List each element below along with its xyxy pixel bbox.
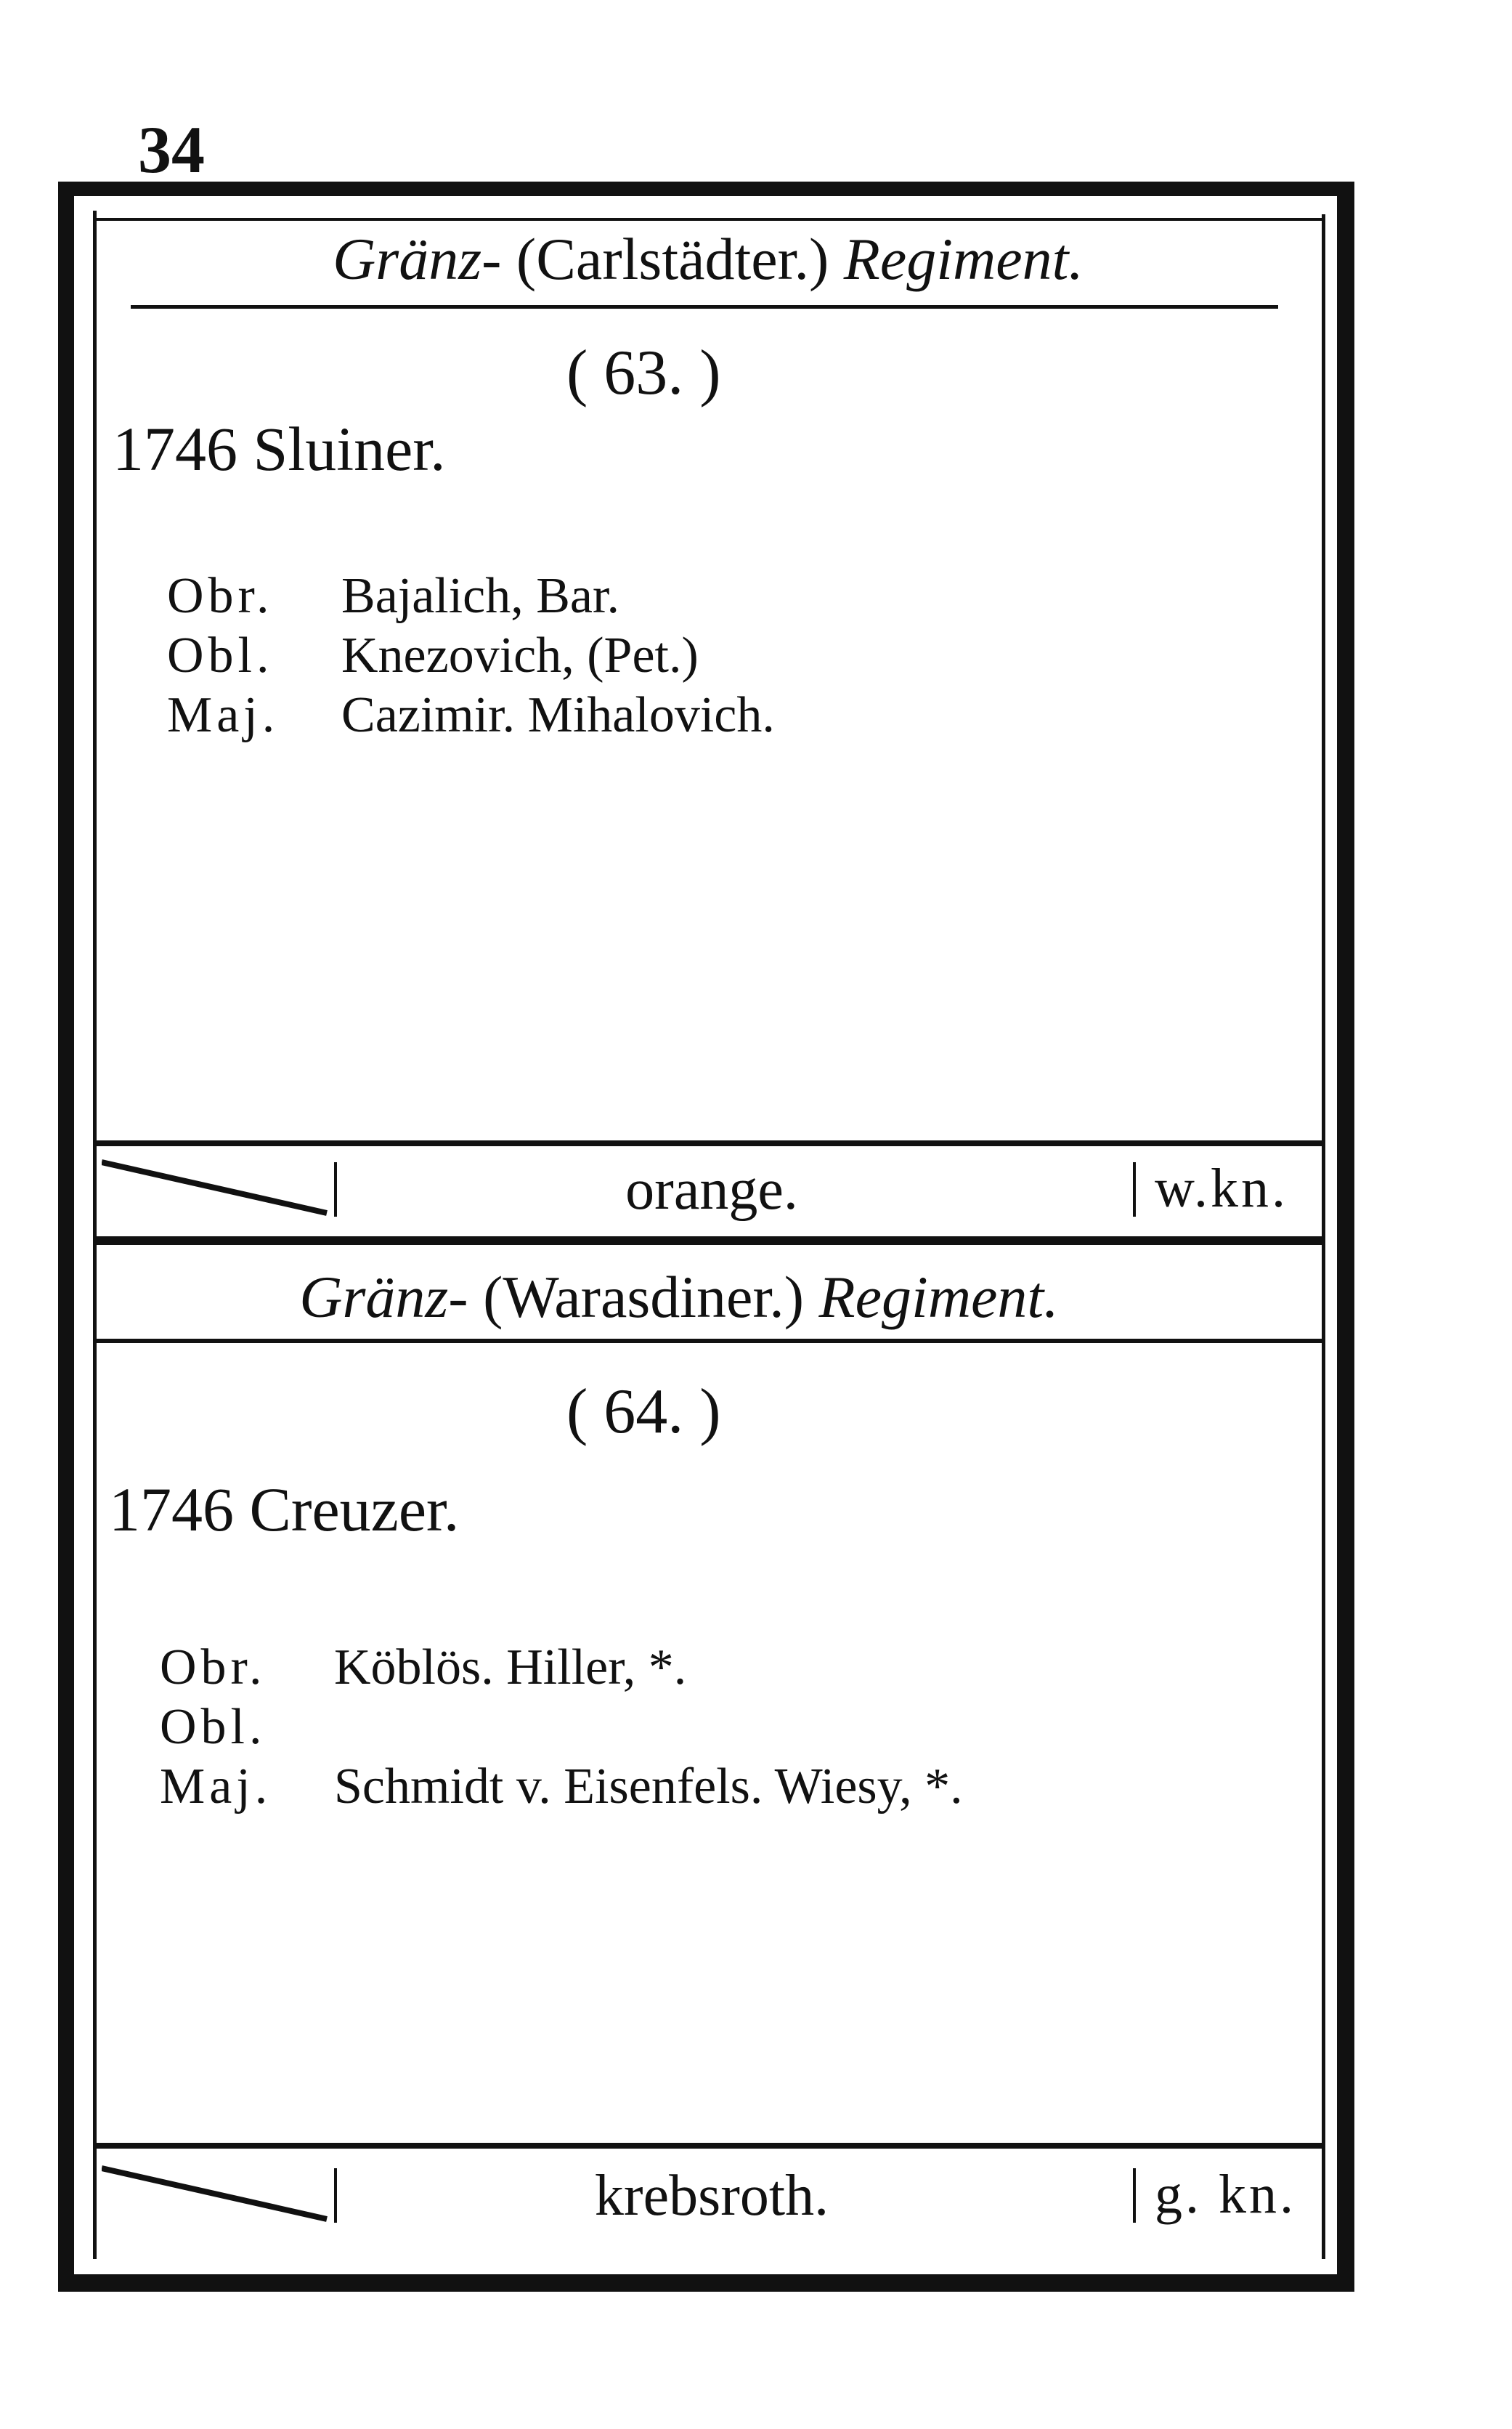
footer-top-rule [94,1140,1322,1146]
title-rule [94,1339,1322,1343]
regiment-title [65,1264,1293,1330]
officer-name: Köblös. Hiller, *. [334,1639,687,1695]
officer-row [160,1638,963,1698]
officer-rank: Obr. [167,568,274,624]
officer-name: Bajalich, Bar. [341,568,619,624]
officer-name: Knezovich, (Pet.) [341,628,699,684]
officer-row [160,1698,963,1757]
officer-name: Schmidt v. Eisenfels. Wiesy, *. [334,1759,963,1814]
regiment-section-64 [94,1246,1322,2277]
officer-rank: Obl. [160,1699,267,1755]
section-footer [94,2154,1322,2241]
title-suffix: Regiment. [843,226,1084,292]
footer-divider [334,1162,337,1217]
officer-name: Cazimir. Mihalovich. [341,687,775,743]
officer-rank: Obr. [160,1639,267,1695]
facing-color: krebsroth. [594,2164,829,2228]
footer-bottom-rule [94,1236,1322,1245]
officer-row [167,626,775,686]
title-suffix: Regiment. [818,1264,1059,1330]
footer-top-rule [94,2143,1322,2149]
regiment-section-63 [94,196,1322,1257]
page-number: 34 [138,113,205,187]
officer-row [167,567,775,626]
footer-divider [1133,1162,1136,1217]
diagonal-stroke-mark [102,1155,341,1220]
facing-color: orange. [625,1158,798,1222]
title-origin: (Carlstädter.) [501,226,844,292]
button-code: g. kn. [1155,2164,1296,2225]
officer-list [167,567,775,745]
year-and-owner: 1746 Creuzer. [109,1475,460,1544]
officer-row [160,1757,963,1817]
officer-rank: Maj. [167,687,280,743]
regiment-number: ( 63. ) [566,338,721,408]
footer-divider [1133,2168,1136,2223]
title-rule [131,305,1278,309]
officer-rank: Obl. [167,628,274,684]
button-code: w.kn. [1155,1158,1288,1219]
diagonal-stroke-mark [102,2161,341,2226]
regiment-number: ( 64. ) [566,1376,721,1447]
regiment-title [94,226,1322,292]
officer-list [160,1638,963,1817]
title-prefix: Gränz- [333,226,502,292]
inner-rule-right [1322,214,1325,2259]
title-origin: (Warasdiner.) [468,1264,819,1330]
officer-row [167,686,775,745]
section-footer [94,1148,1322,1235]
footer-divider [334,2168,337,2223]
year-and-owner: 1746 Sluiner. [113,414,446,484]
officer-rank: Maj. [160,1759,272,1814]
section-top-rule [94,218,1322,221]
title-prefix: Gränz- [299,1264,468,1330]
